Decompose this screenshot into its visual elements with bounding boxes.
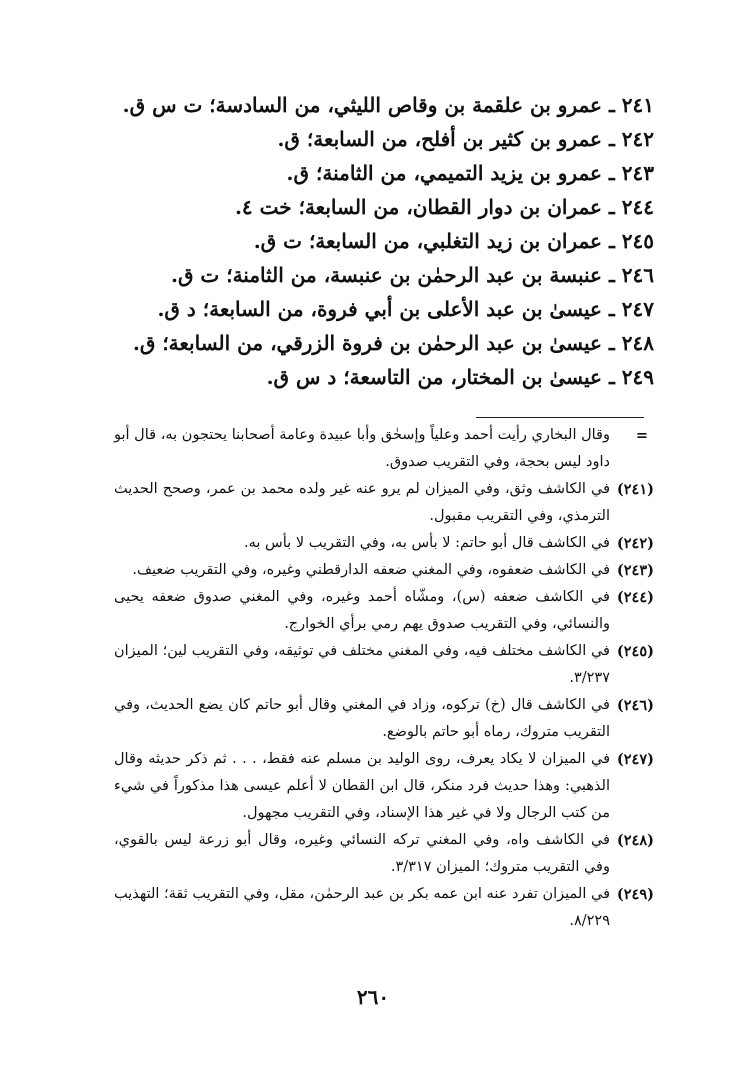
- footnote-number: (٢٤٩): [616, 886, 654, 903]
- footnote: [92, 746, 654, 827]
- footnote-number: (٢٤٣): [616, 562, 654, 579]
- narrator-entry: ٢٤٧ ـ عيسىٰ بن عبد الأعلى بن أبي فروة، من السابعة؛ د ق.: [157, 297, 654, 321]
- narrator-entry: ٢٤٩ ـ عيسىٰ بن المختار، من التاسعة؛ د س ق.: [266, 365, 654, 389]
- narrator-entry: ٢٤٢ ـ عمرو بن كثير بن أفلح، من السابعة؛ ق.: [277, 127, 654, 151]
- footnote-number: (٢٤٦): [616, 697, 654, 714]
- footnote-text: في الكاشف ضعفه (س)، ومشّاه أحمد وغيره، وفي المغني صدوق ضعفه يحيى والنسائي، وفي التقريب صدوق يهم رمي برأي الخوارج.: [114, 589, 610, 632]
- footnote-text: وقال البخاري رأيت أحمد وعلياً وإسحٰق وأبا عبيدة وعامة أصحابنا يحتجون به، قال أبو داود ليس بحجة، وفي التقريب صدوق.: [114, 427, 610, 470]
- footnote-text: في الميزان لا يكاد يعرف، روى الوليد بن مسلم عنه فقط، . . . ثم ذكر حديثه وقال الذهبي: وهذا حديث فرد منكر، قال ابن القطان لا أعلم عيسى هذا مذكوراً في شيء من كتب الرجال ولا في غير هذا الإسناد، وفي التقريب مجهول.: [114, 751, 610, 821]
- footnote-text: في الميزان تفرد عنه ابن عمه بكر بن عبد الرحمٰن، مقل، وفي التقريب ثقة؛ التهذيب ٨/٢٢٩.: [114, 886, 610, 929]
- narrator-entry: ٢٤٤ ـ عمران بن دوار القطان، من السابعة؛ خت ٤.: [234, 195, 654, 219]
- narrator-entry: ٢٤٥ ـ عمران بن زيد التغلبي، من السابعة؛ ت ق.: [253, 229, 654, 253]
- narrator-entry: ٢٤١ ـ عمرو بن علقمة بن وقاص الليثي، من السادسة؛ ت س ق.: [122, 93, 654, 117]
- narrator-entry: ٢٤٨ ـ عيسىٰ بن عبد الرحمٰن بن فروة الزرقي، من السابعة؛ ق.: [132, 331, 654, 355]
- footnote: [92, 638, 654, 692]
- footnote-number: (٢٤٤): [616, 589, 654, 606]
- footnote-number: (٢٤٥): [616, 643, 654, 660]
- footnote: [92, 827, 654, 881]
- footnote-text: في الكاشف قال أبو حاتم: لا بأس به، وفي التقريب لا بأس به.: [244, 535, 610, 551]
- footnote-number: (٢٤٢): [616, 535, 654, 552]
- footnote-marker: =: [635, 427, 648, 444]
- footnote: [92, 881, 654, 935]
- footnote-number: (٢٤١): [616, 481, 654, 498]
- footnote-text: في الكاشف مختلف فيه، وفي المغني مختلف في توثيقه، وفي التقريب لين؛ الميزان ٣/٢٣٧.: [114, 643, 610, 686]
- footnote: [92, 692, 654, 746]
- footnote-text: في الكاشف قال (خ) تركوه، وزاد في المغني وقال أبو حاتم كان يضع الحديث، وفي التقريب متروك، رماه أبو حاتم بالوضع.: [114, 697, 610, 740]
- narrator-entry: ٢٤٣ ـ عمرو بن يزيد التميمي، من الثامنة؛ ق.: [286, 161, 654, 185]
- footnote-text: في الكاشف وثق، وفي الميزان لم يرو عنه غير ولده محمد بن عمر، وصحح الحديث الترمذي، وفي التقريب مقبول.: [114, 481, 610, 524]
- narrator-entry: ٢٤٦ ـ عنبسة بن عبد الرحمٰن بن عنبسة، من الثامنة؛ ت ق.: [170, 263, 654, 287]
- footnote-number: (٢٤٨): [616, 832, 654, 849]
- footnote-text: في الكاشف ضعفوه، وفي المغني ضعفه الدارقطني وغيره، وفي التقريب ضعيف.: [132, 562, 610, 578]
- footnote: [92, 557, 654, 584]
- page-number: ٢٦٠: [356, 985, 390, 1009]
- footnote-divider: [476, 417, 644, 418]
- narrator-list: [94, 88, 654, 394]
- footnote-number: (٢٤٧): [616, 751, 654, 768]
- footnote-text: في الكاشف واه، وفي المغني تركه النسائي وغيره، وقال أبو زرعة ليس بالقوي، وفي التقريب متروك؛ الميزان ٣/٣١٧.: [114, 832, 610, 875]
- footnote: [92, 530, 654, 557]
- footnote-continuation: [92, 422, 654, 476]
- footnotes: [92, 422, 654, 935]
- footnote: [92, 584, 654, 638]
- footnote: [92, 476, 654, 530]
